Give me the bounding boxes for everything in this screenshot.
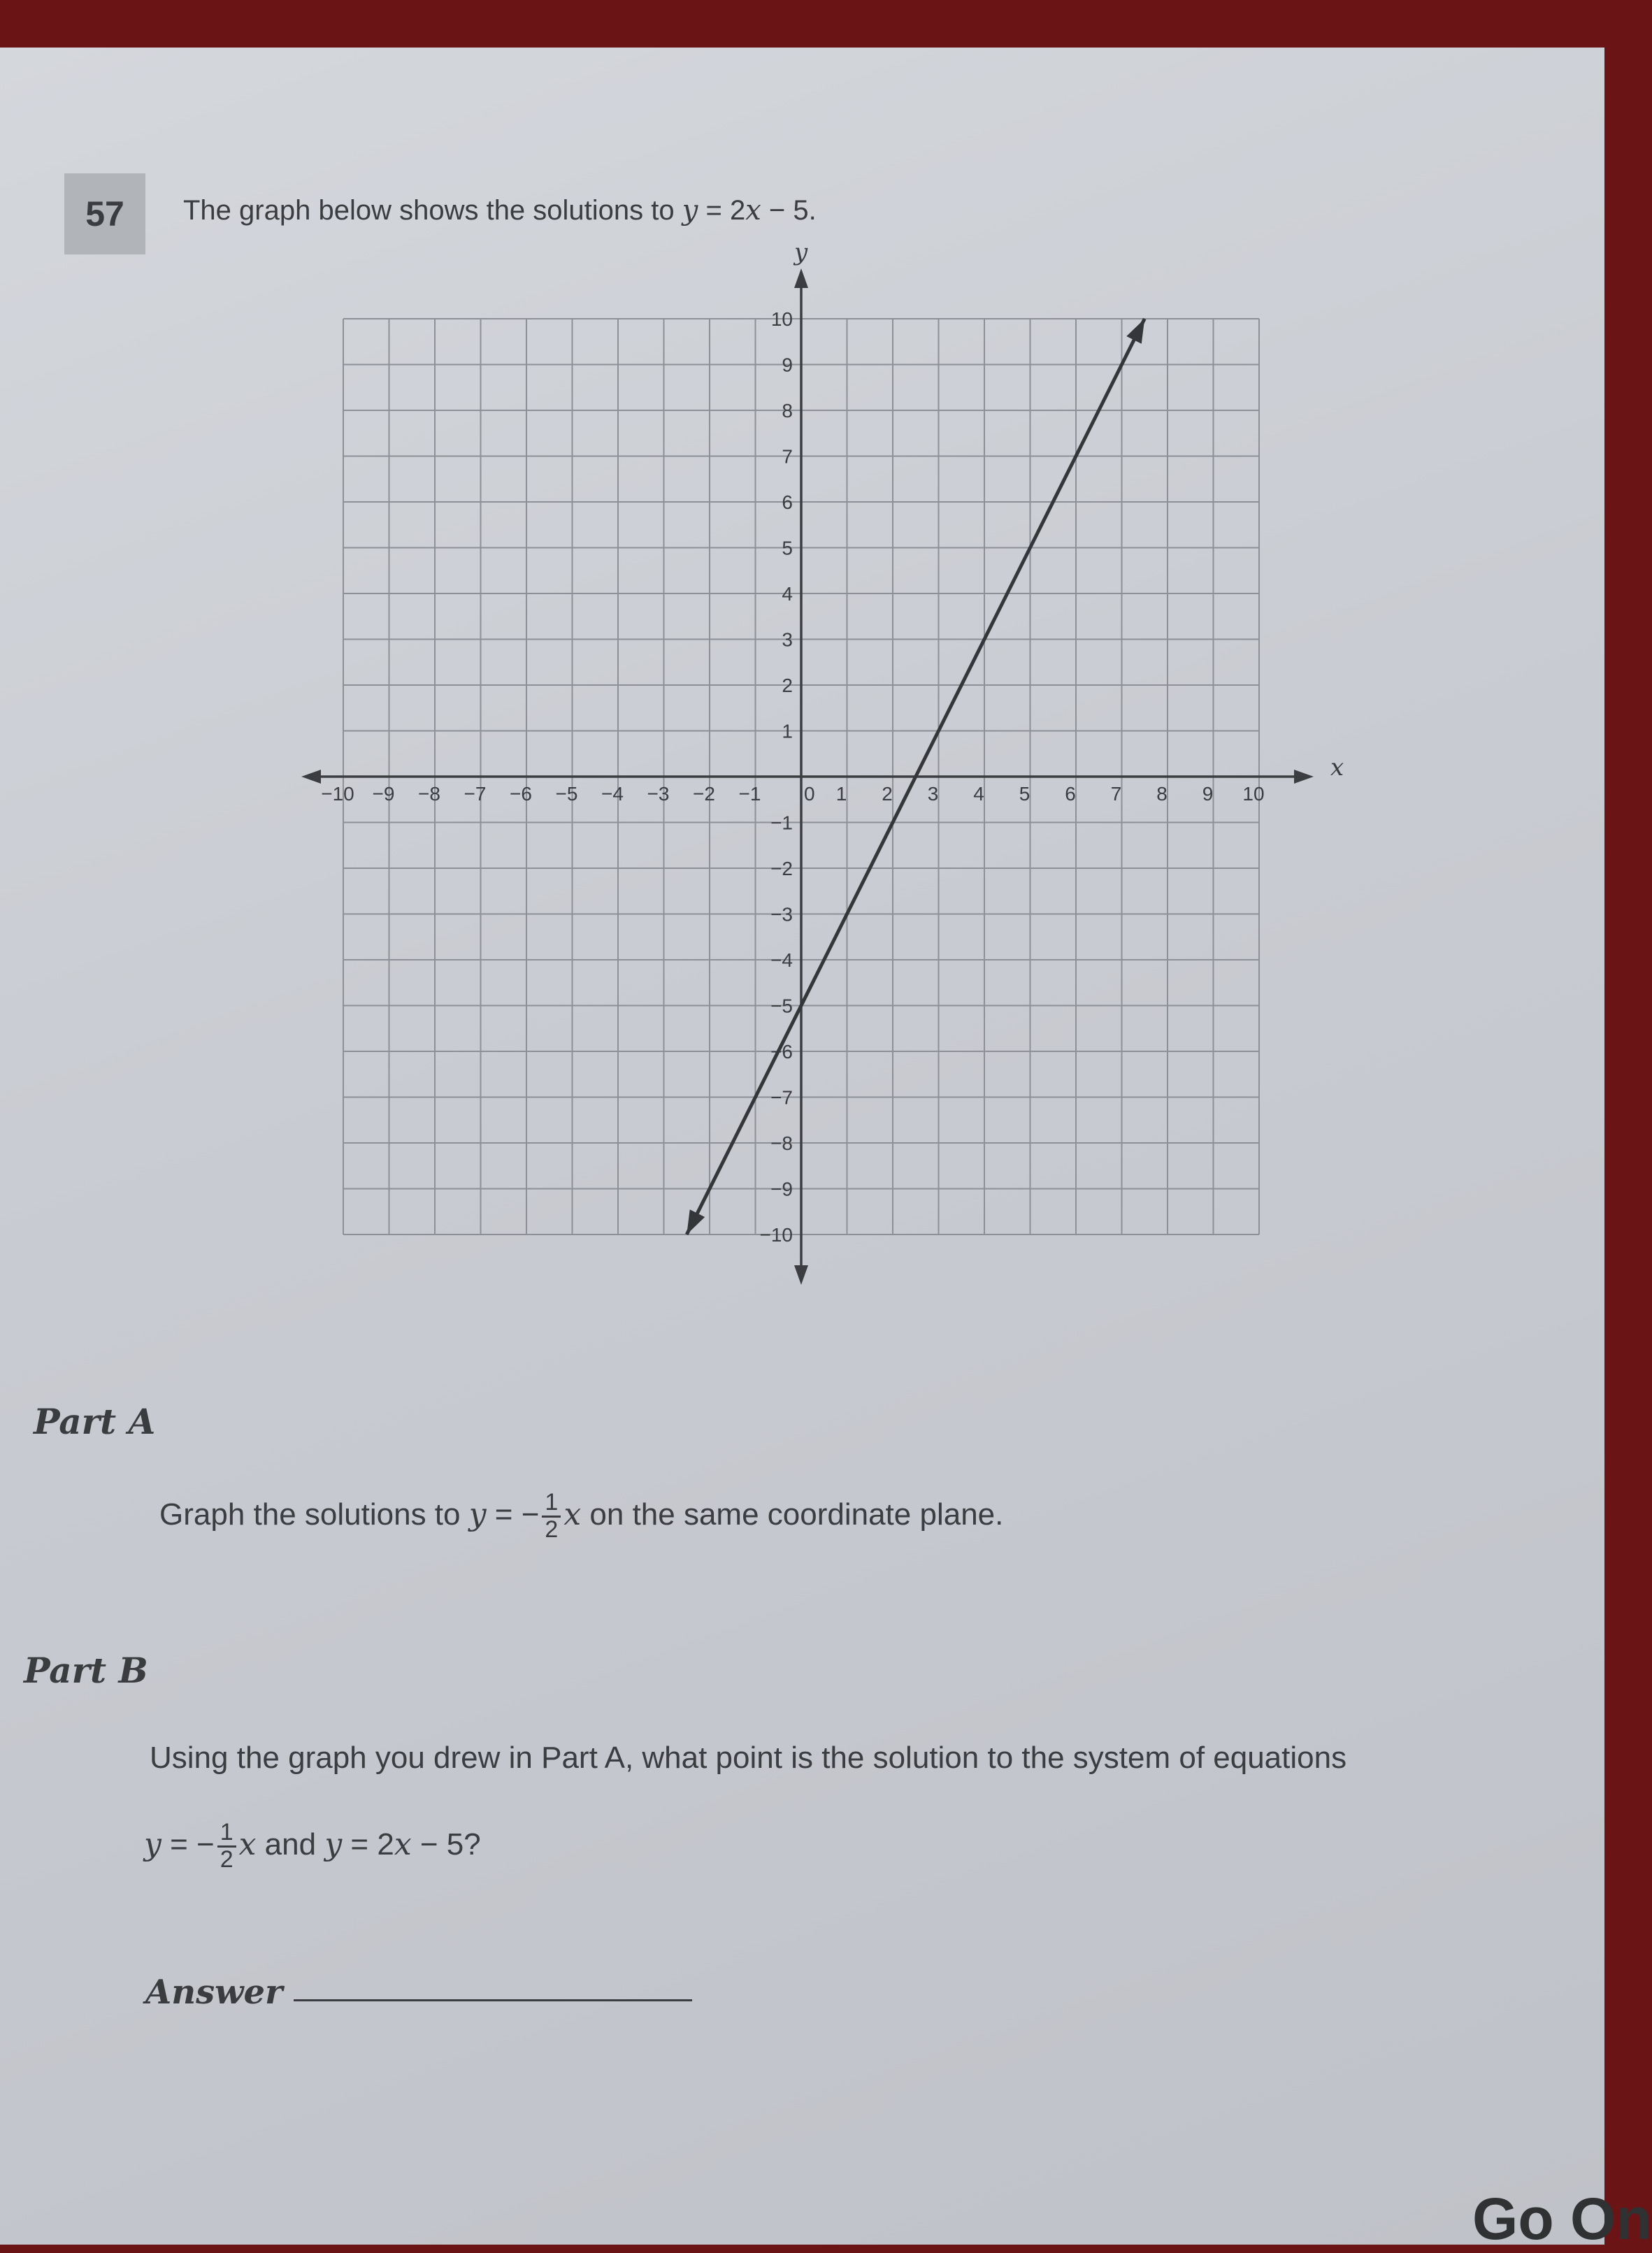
y-tick-label: −8 <box>770 1132 793 1154</box>
stem-eq-tail: − 5. <box>761 195 817 226</box>
part-a-prefix: Graph the solutions to <box>159 1497 469 1532</box>
y-tick-label: −3 <box>770 903 793 926</box>
y-tick-label: 2 <box>782 675 793 696</box>
x-axis-arrow-left <box>301 770 321 784</box>
x-tick-label: 5 <box>1019 783 1030 805</box>
part-b-frac-num: 1 <box>217 1820 236 1848</box>
x-tick-label: −2 <box>693 783 715 805</box>
line-arrow-end <box>1126 319 1144 344</box>
y-tick-label: −4 <box>770 949 793 971</box>
part-b-tail: − 5? <box>411 1827 481 1862</box>
x-tick-label: 3 <box>927 783 939 805</box>
y-tick-label: −10 <box>759 1224 793 1246</box>
part-b-frac-den: 2 <box>220 1845 234 1873</box>
y-tick-label: −6 <box>770 1041 793 1063</box>
x-axis-arrow-right <box>1294 770 1314 784</box>
x-tick-label: −7 <box>464 783 487 805</box>
stem-text: The graph below shows the solutions to <box>183 195 682 226</box>
part-a-text <box>159 1490 1003 1542</box>
y-tick-label: −7 <box>770 1086 793 1109</box>
x-tick-label: 7 <box>1110 783 1122 805</box>
y-tick-label: 1 <box>782 720 793 742</box>
y-tick-label: 6 <box>782 491 793 513</box>
y-tick-label: −5 <box>770 995 793 1017</box>
x-tick-label: 4 <box>973 783 984 805</box>
part-b-eq1: = − <box>161 1827 215 1862</box>
y-axis-arrow-up <box>794 268 808 288</box>
y-tick-label: 9 <box>782 354 793 376</box>
x-tick-label: −6 <box>510 783 532 805</box>
answer-input-line[interactable] <box>294 1999 692 2001</box>
part-a-var-y: y <box>468 1496 487 1532</box>
part-b-var-x1: x <box>238 1826 257 1862</box>
answer-label: Answer <box>145 1973 283 2012</box>
y-tick-label: −2 <box>770 858 793 879</box>
x-tick-label: 9 <box>1202 783 1214 805</box>
part-b-var-x2: x <box>394 1826 412 1862</box>
y-tick-label: −9 <box>770 1178 793 1200</box>
x-tick-label: −8 <box>418 783 440 805</box>
part-b-eq2: = 2 <box>342 1827 394 1862</box>
y-tick-label: 10 <box>770 308 793 330</box>
x-tick-label: 2 <box>882 783 893 805</box>
x-tick-label: 1 <box>835 783 847 805</box>
y-tick-label: 7 <box>782 445 793 468</box>
part-a-frac-den: 2 <box>545 1516 559 1543</box>
x-tick-label: −9 <box>372 783 395 805</box>
line-arrow-start <box>687 1209 705 1235</box>
part-a-fraction <box>542 1490 561 1542</box>
part-b-var-y1: y <box>144 1826 161 1862</box>
stem-eq: = 2 <box>698 195 746 226</box>
x-tick-label: −4 <box>601 783 624 805</box>
part-b-and: and <box>256 1827 325 1862</box>
part-b-line1: Using the graph you drew in Part A, what point is the solution to the system of equations <box>150 1741 1347 1775</box>
go-on-label: Go On <box>1472 2186 1652 2252</box>
x-tick-label: 6 <box>1065 783 1076 805</box>
part-b-heading: Part B <box>24 1650 148 1691</box>
part-a-heading: Part A <box>34 1401 156 1442</box>
x-tick-label: −1 <box>738 783 761 805</box>
part-b-fraction <box>217 1820 236 1872</box>
x-tick-label: −10 <box>321 783 354 805</box>
y-tick-label: 8 <box>782 400 793 422</box>
question-number: 57 <box>64 173 145 254</box>
x-tick-label: 10 <box>1242 783 1265 805</box>
x-tick-label: −5 <box>555 783 578 805</box>
x-tick-label: −3 <box>647 783 670 805</box>
x-tick-label: 8 <box>1156 783 1168 805</box>
x-axis-label: x <box>1330 754 1344 782</box>
y-tick-label: 3 <box>782 628 793 651</box>
part-b-var-y2: y <box>324 1826 343 1862</box>
y-axis-label: y <box>794 238 808 266</box>
coordinate-plane[interactable] <box>0 48 1604 2245</box>
part-b-line2 <box>144 1820 481 1872</box>
y-tick-label: −1 <box>770 812 793 834</box>
y-tick-label: 5 <box>782 537 793 559</box>
stem-var-x: x <box>745 194 761 226</box>
part-a-eq: = − <box>486 1497 540 1532</box>
part-a-frac-num: 1 <box>542 1490 561 1518</box>
part-a-suffix: on the same coordinate plane. <box>581 1497 1004 1532</box>
part-a-var-x: x <box>563 1496 582 1532</box>
worksheet-page <box>0 48 1652 2252</box>
y-tick-label: 4 <box>782 583 793 605</box>
x-tick-label: 0 <box>804 783 815 805</box>
y-axis-arrow-down <box>794 1265 808 1285</box>
stem-var-y: y <box>682 194 698 226</box>
